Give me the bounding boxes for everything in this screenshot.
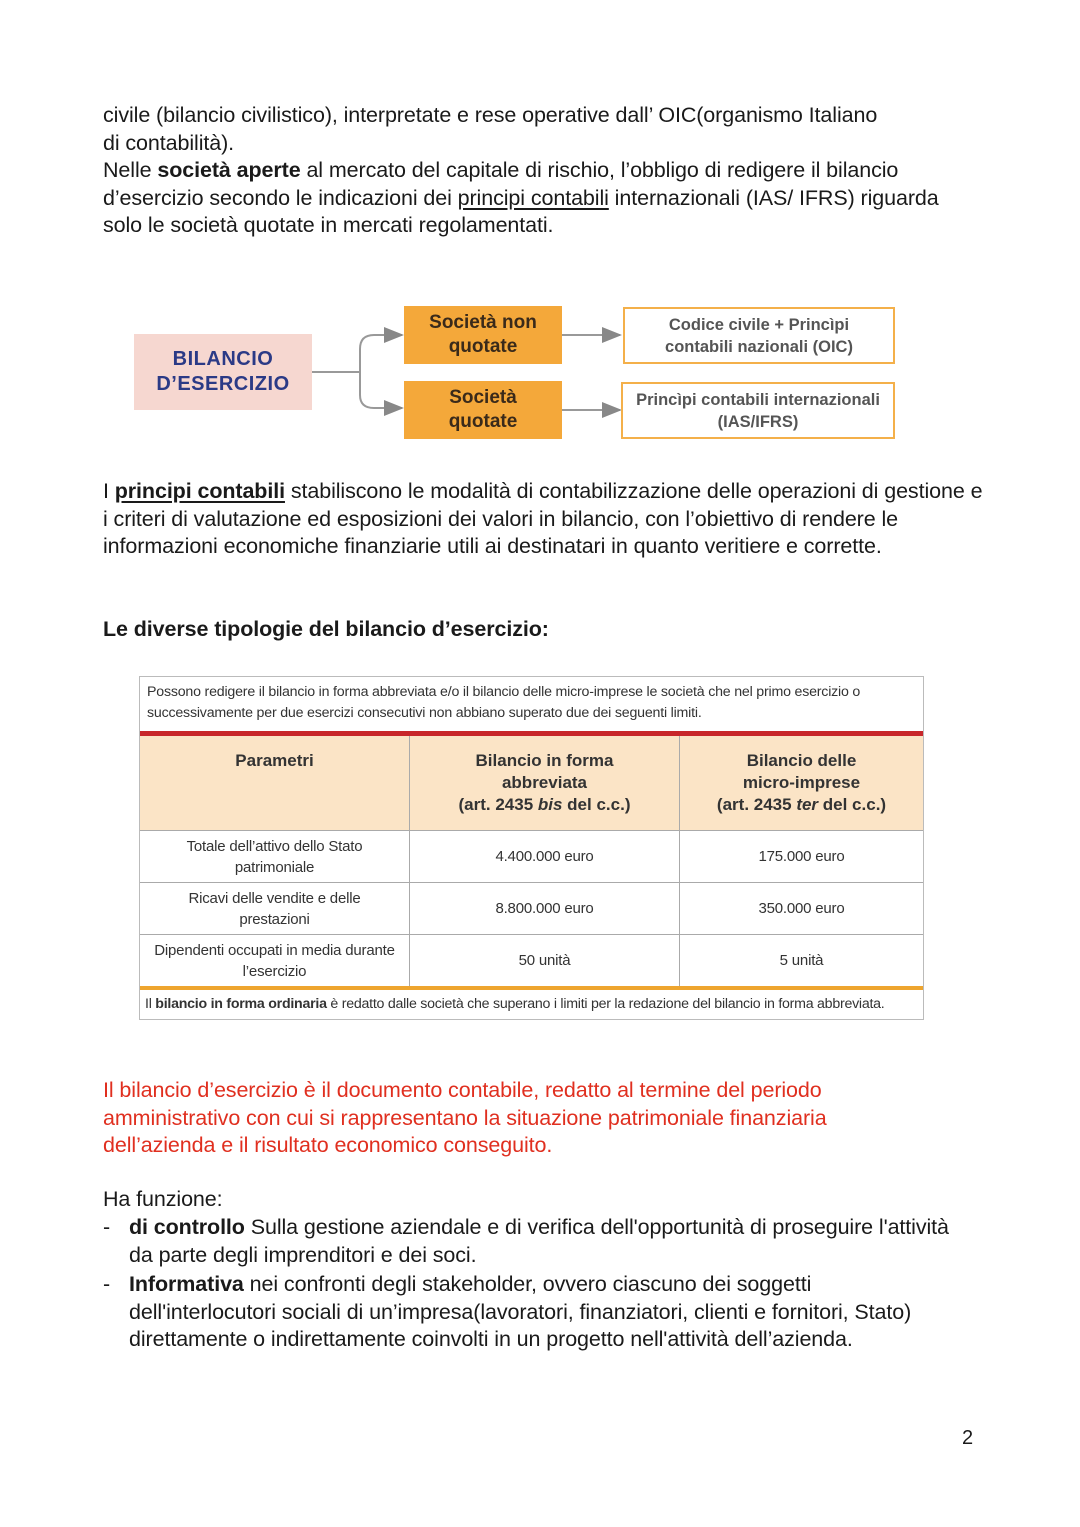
table-row bbox=[140, 935, 923, 987]
dash-bullet: - bbox=[103, 1215, 111, 1239]
list-item-controllo: - di controllo Sulla gestione aziendale e di verifica dell'opportunità di proseguire l'attività da parte degli imprenditori e dei soci. bbox=[103, 1215, 949, 1267]
diagram-root-box: BILANCIO D’ESERCIZIO bbox=[134, 334, 312, 410]
cell-abbreviata: 8.800.000 euro bbox=[410, 883, 680, 935]
bilancio-definition: Il bilancio d’esercizio è il documento contabile, redatto al termine del periodo amministrativo con cui si rappresentano la situazione patrimoniale finanziaria dell’azienda e il risultato economico conseguito. bbox=[103, 1078, 827, 1157]
intro-line-2: di contabilità). bbox=[103, 130, 235, 155]
cell-abbreviata: 50 unità bbox=[410, 935, 680, 987]
cell-micro: 175.000 euro bbox=[680, 831, 924, 883]
table-note: Possono redigere il bilancio in forma abbreviata e/o il bilancio delle micro-imprese le società che nel primo esercizio o successivamente per due esercizi consecutivi non abbiano superato due dei seguenti limiti. bbox=[147, 684, 861, 721]
dash-bullet: - bbox=[103, 1272, 111, 1296]
bold-societa-aperte: società aperte bbox=[157, 158, 301, 182]
cell-parametro: Dipendenti occupati in media durante l’esercizio bbox=[140, 935, 410, 987]
cell-micro: 5 unità bbox=[680, 935, 924, 987]
cell-micro: 350.000 euro bbox=[680, 883, 924, 935]
list-item-informativa: - Informativa nei confronti degli stakeholder, ovvero ciascuno dei soggetti dell'interlocutori sociali di un’impresa(lavoratori, finanziatori, clienti e fornitori, Stato) direttamente o indirettamente coinvolti in un progetto nell'attività dell’azienda. bbox=[103, 1272, 912, 1351]
societa-aperte-paragraph: Nelle società aperte al mercato del capitale di rischio, l’obbligo di redigere il bilancio d’esercizio secondo le indicazioni dei principi contabili internazionali (IAS/ IFRS) riguarda solo le società quotate in mercati regolamentati. bbox=[103, 158, 939, 237]
table-row bbox=[140, 831, 923, 883]
header-micro-imprese: Bilancio delle micro-imprese (art. 2435 ter del c.c.) bbox=[680, 736, 924, 831]
diagram-target-ias-ifrs: Princìpi contabili internazionali (IAS/IFRS) bbox=[621, 382, 895, 439]
cell-parametro: Totale dell’attivo dello Stato patrimoniale bbox=[140, 831, 410, 883]
cell-abbreviata: 4.400.000 euro bbox=[410, 831, 680, 883]
table-footer-note: Il bilancio in forma ordinaria è redatto dalle società che superano i limiti per la redazione del bilancio in forma abbreviata. bbox=[145, 996, 885, 1012]
principi-contabili-paragraph: I principi contabili stabiliscono le modalità di contabilizzazione delle operazioni di gestione e i criteri di valutazione ed esposizioni dei valori in bilancio, con l’obiettivo di rendere le informazioni economiche finanziarie utili ai destinatari in quanto veritiere e corrette. bbox=[103, 479, 983, 558]
cell-parametro: Ricavi delle vendite e delle prestazioni bbox=[140, 883, 410, 935]
intro-line-1: civile (bilancio civilistico), interpretate e rese operative dall’ OIC(organismo Italiano bbox=[103, 103, 878, 127]
page-number: 2 bbox=[962, 1427, 974, 1449]
diagram-branch-quotate: Società quotate bbox=[404, 381, 562, 439]
functions-intro: Ha funzione: bbox=[103, 1187, 223, 1211]
header-parametri: Parametri bbox=[140, 736, 410, 831]
diagram-target-oic: Codice civile + Princìpi contabili nazionali (OIC) bbox=[623, 307, 895, 364]
diagram-branch-non-quotate: Società non quotate bbox=[404, 306, 562, 364]
bold-underline-principi-contabili: principi contabili bbox=[114, 479, 285, 503]
intro-paragraph bbox=[103, 102, 983, 240]
header-forma-abbreviata: Bilancio in forma abbreviata (art. 2435 bis del c.c.) bbox=[410, 736, 680, 831]
table-row bbox=[140, 883, 923, 935]
table-header-row bbox=[140, 736, 923, 831]
section-heading: Le diverse tipologie del bilancio d’esercizio: bbox=[103, 617, 549, 641]
limits-table bbox=[140, 736, 923, 986]
bilancio-types-table bbox=[139, 676, 924, 1020]
underline-principi-contabili: principi contabili bbox=[457, 185, 609, 210]
